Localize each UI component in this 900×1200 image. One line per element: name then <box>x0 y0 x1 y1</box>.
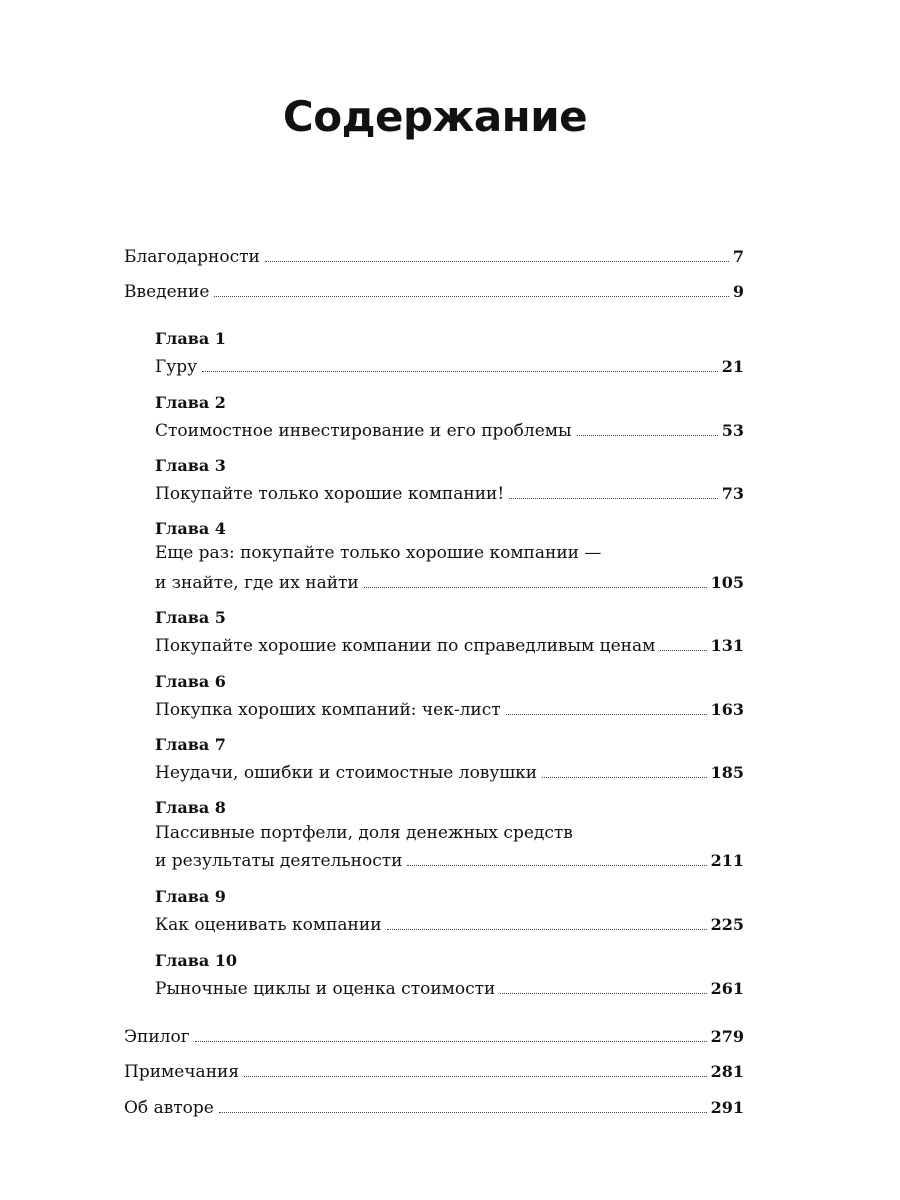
toc-entry-page: 211 <box>710 851 744 870</box>
toc-entry-title: Эпилог <box>124 1027 190 1047</box>
chapter-10-label: Глава 10 <box>155 951 238 970</box>
dot-leader <box>407 864 706 866</box>
dot-leader <box>506 713 707 715</box>
dot-leader <box>509 497 718 499</box>
chapter-5-label: Глава 5 <box>155 608 226 627</box>
toc-entry-chapter-2[interactable] <box>155 416 744 442</box>
toc-entry-page: 73 <box>721 484 744 503</box>
dot-leader <box>542 776 706 778</box>
toc-entry-chapter-5[interactable] <box>155 631 744 657</box>
toc-entry-chapter-8[interactable] <box>155 846 744 872</box>
toc-entry-title: и знайте, где их найти <box>155 573 359 593</box>
toc-entry-chapter-9[interactable] <box>155 910 744 936</box>
dot-leader <box>387 928 707 930</box>
chapter-8-title-line1: Пассивные портфели, доля денежных средств <box>155 823 573 843</box>
toc-entry-title: Покупайте только хорошие компании! <box>155 484 505 504</box>
chapter-4-label: Глава 4 <box>155 519 226 538</box>
toc-entry-page: 131 <box>710 636 744 655</box>
toc-entry-page: 291 <box>710 1098 744 1117</box>
toc-entry-page: 105 <box>710 573 744 592</box>
toc-entry-page: 281 <box>710 1062 744 1081</box>
toc-entry-title: Об авторе <box>124 1098 214 1118</box>
dot-leader <box>364 586 707 588</box>
chapter-2-label: Глава 2 <box>155 393 226 412</box>
dot-leader <box>195 1040 707 1042</box>
toc-entry-title: Гуру <box>155 357 198 377</box>
dot-leader <box>202 370 718 372</box>
toc-entry-title: Покупайте хорошие компании по справедливым ценам <box>155 636 656 656</box>
toc-entry-page: 225 <box>710 915 744 934</box>
chapter-9-label: Глава 9 <box>155 887 226 906</box>
toc-entry-title: и результаты деятельности <box>155 851 403 871</box>
toc-entry-chapter-4[interactable] <box>155 568 744 594</box>
toc-entry-chapter-6[interactable] <box>155 695 744 721</box>
toc-entry-title: Как оценивать компании <box>155 915 382 935</box>
toc-entry-chapter-1[interactable] <box>155 352 744 378</box>
toc-entry-page: 7 <box>732 247 744 266</box>
dot-leader <box>244 1075 707 1077</box>
chapter-3-label: Глава 3 <box>155 456 226 475</box>
toc-entry-page: 279 <box>710 1027 744 1046</box>
toc-entry-page: 53 <box>721 421 744 440</box>
toc-entry-page: 261 <box>710 979 744 998</box>
toc-entry-page: 163 <box>710 700 744 719</box>
toc-entry-acknowledgements[interactable] <box>124 242 744 268</box>
chapter-8-label: Глава 8 <box>155 798 226 817</box>
dot-leader <box>500 992 706 994</box>
toc-entry-title: Рыночные циклы и оценка стоимости <box>155 979 496 999</box>
page-title: Содержание <box>282 92 588 141</box>
chapter-7-label: Глава 7 <box>155 735 226 754</box>
toc-entry-chapter-7[interactable] <box>155 758 744 784</box>
toc-entry-introduction[interactable] <box>124 277 744 303</box>
dot-leader <box>577 434 718 436</box>
toc-entry-title: Стоимостное инвестирование и его проблемы <box>155 421 572 441</box>
toc-entry-chapter-10[interactable] <box>155 974 744 1000</box>
toc-entry-title: Введение <box>124 282 210 302</box>
toc-entry-about-author[interactable] <box>124 1093 744 1119</box>
toc-entry-chapter-3[interactable] <box>155 479 744 505</box>
toc-entry-notes[interactable] <box>124 1057 744 1083</box>
toc-entry-epilogue[interactable] <box>124 1022 744 1048</box>
toc-entry-title: Благодарности <box>124 247 260 267</box>
toc-entry-page: 9 <box>732 282 744 301</box>
chapter-1-label: Глава 1 <box>155 329 226 348</box>
dot-leader <box>265 260 729 262</box>
toc-entry-title: Покупка хороших компаний: чек-лист <box>155 700 501 720</box>
chapter-6-label: Глава 6 <box>155 672 226 691</box>
dot-leader <box>660 649 706 651</box>
toc-entry-page: 185 <box>710 763 744 782</box>
dot-leader <box>214 295 728 297</box>
toc-entry-title: Неудачи, ошибки и стоимостные ловушки <box>155 763 538 783</box>
chapter-4-title-line1: Еще раз: покупайте только хорошие компании — <box>155 543 602 563</box>
toc-entry-title: Примечания <box>124 1062 240 1082</box>
dot-leader <box>219 1111 707 1113</box>
toc-entry-page: 21 <box>721 357 744 376</box>
